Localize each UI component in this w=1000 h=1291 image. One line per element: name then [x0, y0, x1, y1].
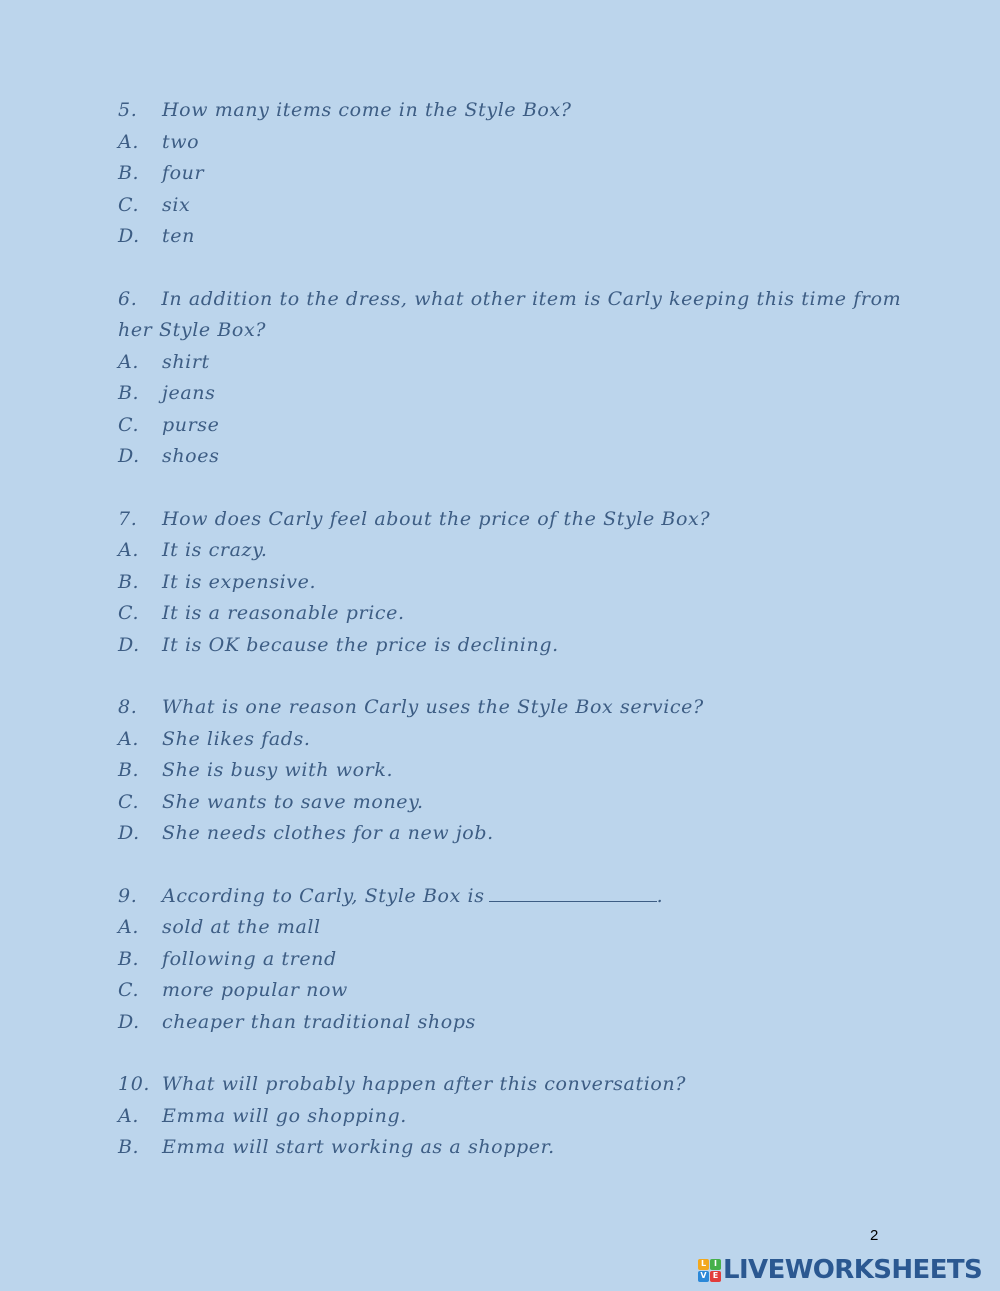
answer-option-a[interactable]: [118, 912, 908, 944]
option-letter: C.: [118, 979, 140, 1001]
option-letter: B.: [118, 759, 140, 781]
logo-tile: I: [710, 1259, 721, 1270]
answer-option-c[interactable]: [118, 190, 908, 222]
option-text: It is OK because the price is declining.: [162, 633, 559, 656]
question-number: 8.: [118, 696, 138, 718]
liveworksheets-logo[interactable]: [698, 1255, 982, 1285]
question-text: How many items come in the Style Box?: [162, 99, 572, 121]
option-text: Emma will start working as a shopper.: [162, 1136, 555, 1158]
option-text: cheaper than traditional shops: [162, 1010, 476, 1033]
option-text: Emma will go shopping.: [162, 1104, 407, 1127]
option-letter: D.: [118, 822, 140, 844]
option-text: She likes fads.: [162, 727, 311, 750]
option-text: jeans: [162, 382, 216, 404]
option-letter: D.: [118, 633, 140, 656]
option-letter: A.: [118, 539, 139, 561]
question-text: What will probably happen after this conversation?: [162, 1073, 687, 1095]
option-letter: B.: [118, 570, 140, 593]
option-text: following a trend: [162, 947, 337, 970]
question-text: In addition to the dress, what other item is Carly keeping this time from her Style Box?: [118, 287, 902, 341]
option-text: two: [162, 130, 200, 153]
worksheet-questions: [118, 95, 908, 1195]
question-prompt: [118, 692, 908, 724]
option-letter: B.: [118, 947, 140, 970]
question-prompt: [118, 284, 908, 347]
option-text: six: [162, 193, 191, 216]
option-letter: C.: [118, 790, 140, 813]
answer-option-a[interactable]: [118, 127, 908, 159]
answer-option-c[interactable]: [118, 975, 908, 1007]
fill-in-blank[interactable]: [489, 883, 657, 902]
option-letter: A.: [118, 1104, 139, 1127]
answer-option-c[interactable]: [118, 598, 908, 630]
question-prompt: [118, 95, 908, 127]
question-number: 6.: [118, 287, 138, 310]
option-letter: B.: [118, 1136, 140, 1158]
logo-tile: L: [698, 1259, 709, 1270]
option-text: She wants to save money.: [162, 790, 424, 813]
answer-option-b[interactable]: [118, 378, 908, 410]
option-letter: C.: [118, 413, 140, 436]
option-text: more popular now: [162, 979, 348, 1001]
option-letter: B.: [118, 162, 140, 184]
option-text: four: [162, 162, 205, 184]
option-text: It is a reasonable price.: [162, 602, 405, 624]
answer-option-a[interactable]: [118, 724, 908, 756]
option-text: sold at the mall: [162, 916, 321, 938]
question-8: [118, 692, 908, 850]
question-number: 10.: [118, 1073, 151, 1095]
answer-option-d[interactable]: [118, 1007, 908, 1039]
option-letter: A.: [118, 130, 139, 153]
question-10: [118, 1069, 908, 1164]
question-number: 5.: [118, 99, 138, 121]
question-6: [118, 284, 908, 473]
question-number: 7.: [118, 507, 138, 530]
option-text: shirt: [162, 350, 210, 373]
question-5: [118, 95, 908, 253]
option-letter: D.: [118, 1010, 140, 1033]
question-7: [118, 504, 908, 662]
logo-wordmark: LIVEWORKSHEETS: [723, 1255, 983, 1285]
answer-option-b[interactable]: [118, 158, 908, 190]
answer-option-a[interactable]: [118, 347, 908, 379]
question-text-end: .: [656, 884, 664, 907]
option-letter: B.: [118, 382, 140, 404]
answer-option-c[interactable]: [118, 410, 908, 442]
answer-option-b[interactable]: [118, 567, 908, 599]
option-letter: D.: [118, 445, 140, 467]
answer-option-d[interactable]: [118, 630, 908, 662]
logo-tile: E: [710, 1271, 721, 1282]
answer-option-d[interactable]: [118, 221, 908, 253]
option-text: She is busy with work.: [162, 759, 394, 781]
logo-tile: V: [698, 1271, 709, 1282]
answer-option-a[interactable]: [118, 535, 908, 567]
question-prompt: [118, 881, 908, 913]
answer-option-d[interactable]: [118, 818, 908, 850]
answer-option-b[interactable]: [118, 944, 908, 976]
page-number: 2: [870, 1227, 879, 1244]
answer-option-b[interactable]: [118, 755, 908, 787]
option-letter: A.: [118, 916, 139, 938]
option-text: ten: [162, 225, 195, 247]
question-prompt: [118, 1069, 908, 1101]
question-text: According to Carly, Style Box is: [162, 884, 485, 907]
question-9: [118, 881, 908, 1039]
question-number: 9.: [118, 884, 138, 907]
option-text: It is crazy.: [162, 539, 268, 561]
answer-option-c[interactable]: [118, 787, 908, 819]
option-text: It is expensive.: [162, 570, 317, 593]
option-letter: A.: [118, 350, 139, 373]
answer-option-d[interactable]: [118, 441, 908, 473]
option-letter: C.: [118, 193, 140, 216]
option-letter: A.: [118, 727, 139, 750]
answer-option-b[interactable]: [118, 1132, 908, 1164]
option-letter: C.: [118, 602, 140, 624]
answer-option-a[interactable]: [118, 1101, 908, 1133]
logo-mark-icon: [698, 1259, 721, 1282]
question-prompt: [118, 504, 908, 536]
question-text: How does Carly feel about the price of the Style Box?: [162, 507, 711, 530]
option-text: She needs clothes for a new job.: [162, 822, 494, 844]
option-text: purse: [162, 413, 220, 436]
option-letter: D.: [118, 225, 140, 247]
question-text: What is one reason Carly uses the Style Box service?: [162, 696, 704, 718]
option-text: shoes: [162, 445, 220, 467]
